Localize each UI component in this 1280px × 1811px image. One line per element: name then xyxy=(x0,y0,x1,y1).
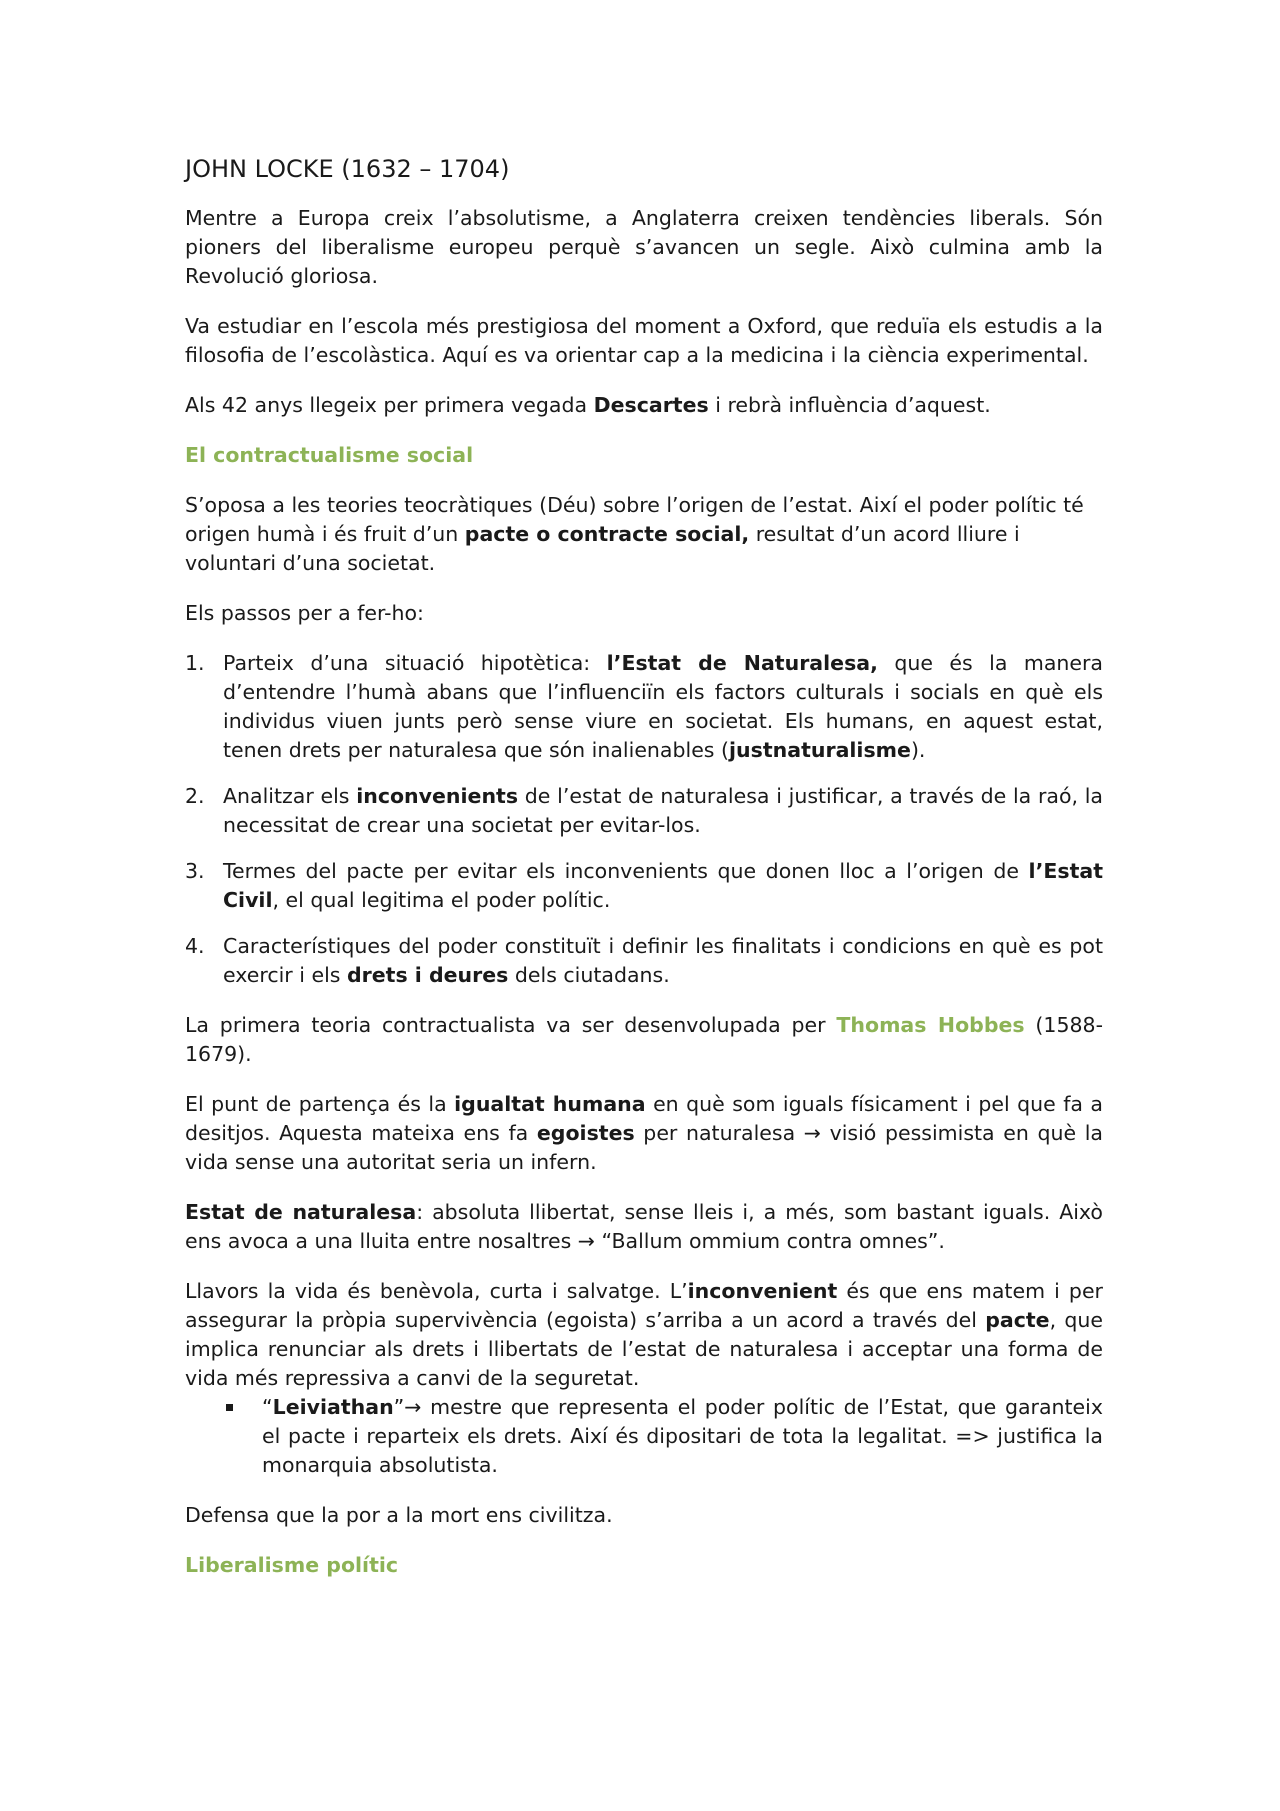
list-item: 1. Parteix d’una situació hipotètica: l’Estat de Naturalesa, que és la manera d’entendre l’humà abans que l’influenciïn els factors culturals i socials en què els individus viuen junts però sense viure en societat. Els humans, en aquest estat, tenen drets per naturalesa que són inalienables (justnaturalisme). xyxy=(185,651,1103,762)
document-page xyxy=(185,154,1103,1601)
list-item: “Leiviathan”→ mestre que representa el poder polític de l’Estat, que garanteix el pacte i reparteix els drets. Així és dipositari de tota la legalitat. => justifica la monarquia absolutista. xyxy=(185,1393,1103,1480)
steps-intro: Els passos per a fer-ho: xyxy=(185,601,424,625)
section-heading-contractualism: El contractualisme social xyxy=(185,443,474,467)
equality-paragraph: El punt de partença és la igualtat humana en què som iguals físicament i pel que fa a desitjos. Aquesta mateixa ens fa egoistes per naturalesa → visió pessimista en què la vida sense una autoritat seria un infern. xyxy=(185,1092,1103,1174)
steps-list xyxy=(185,649,1103,990)
intro-paragraph-1: Mentre a Europa creix l’absolutisme, a Anglaterra creixen tendències liberals. Són pioners del liberalisme europeu perquè s’avancen un segle. Això culmina amb la Revolució gloriosa. xyxy=(185,206,1103,288)
hobbes-paragraph: La primera teoria contractualista va ser desenvolupada per Thomas Hobbes (1588-1679). xyxy=(185,1013,1103,1066)
state-of-nature-paragraph: Estat de naturalesa: absoluta llibertat, sense lleis i, a més, som bastant iguals. Això ens avoca a una lluita entre nosaltres → “Ballum ommium contra omnes”. xyxy=(185,1200,1103,1253)
intro-paragraph-3: Als 42 anys llegeix per primera vegada Descartes i rebrà influència d’aquest. xyxy=(185,393,991,417)
list-item: 4. Característiques del poder constituït i definir les finalitats i condicions en què es pot exercir i els drets i deures dels ciutadans. xyxy=(185,934,1103,987)
list-number: 2. xyxy=(185,784,205,808)
hobbes-name: Thomas Hobbes xyxy=(836,1013,1025,1037)
square-bullet-icon xyxy=(226,1404,233,1411)
list-number: 4. xyxy=(185,934,205,958)
section-heading-liberalism: Liberalisme polític xyxy=(185,1553,399,1577)
bullet-list xyxy=(185,1393,1103,1480)
list-number: 1. xyxy=(185,651,205,675)
list-number: 3. xyxy=(185,859,205,883)
life-paragraph: Llavors la vida és benèvola, curta i salvatge. L’inconvenient és que ens matem i per assegurar la pròpia supervivència (egoista) s’arriba a un acord a través del pacte, que implica renunciar als drets i llibertats de l’estat de naturalesa i acceptar una forma de vida més repressiva a canvi de la seguretat. xyxy=(185,1279,1103,1390)
page-title: JOHN LOCKE (1632 – 1704) xyxy=(185,155,510,183)
intro-paragraph-2: Va estudiar en l’escola més prestigiosa del moment a Oxford, que reduïa els estudis a la filosofia de l’escolàstica. Aquí es va orientar cap a la medicina i la ciència experimental. xyxy=(185,314,1103,367)
social-contract-bold: pacte o contracte social, xyxy=(464,522,750,546)
closing-paragraph: Defensa que la por a la mort ens civilitza. xyxy=(185,1503,613,1527)
list-item: 2. Analitzar els inconvenients de l’estat de naturalesa i justificar, a través de la raó, la necessitat de crear una societat per evitar-los. xyxy=(185,784,1103,837)
contract-paragraph: S’oposa a les teories teocràtiques (Déu) sobre l’origen de l’estat. Així el poder polític té origen humà i és fruit d’un pacte o contracte social, resultat d’un acord lliure i voluntari d’una societat. xyxy=(185,493,1084,575)
list-item: 3. Termes del pacte per evitar els inconvenients que donen lloc a l’origen de l’Estat Civil, el qual legitima el poder polític. xyxy=(185,859,1103,912)
descartes-bold: Descartes xyxy=(593,393,709,417)
